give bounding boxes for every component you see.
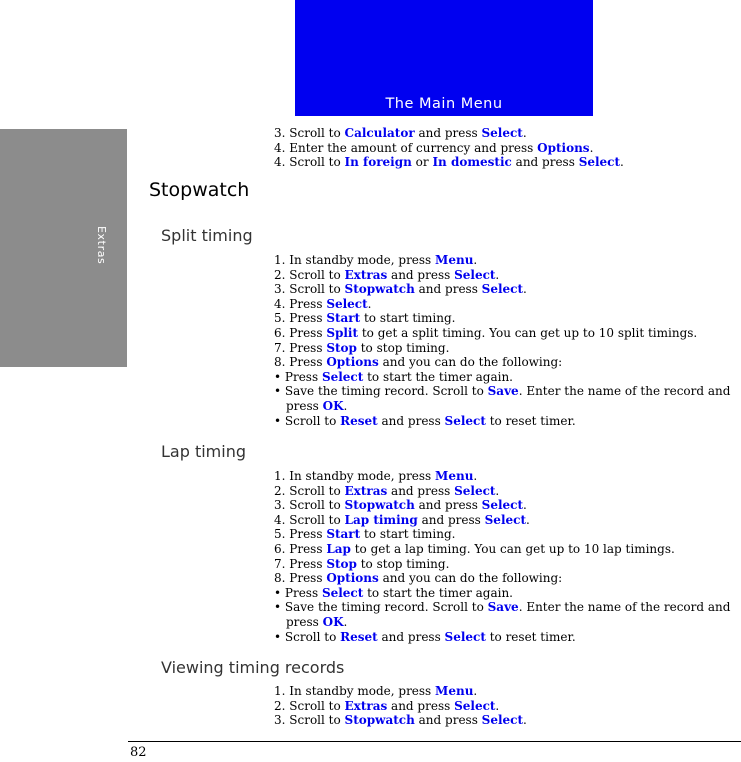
step-text: 2. Scroll to [274,483,345,498]
step-text: and press [414,282,482,297]
step-text: and you can do the following: [378,355,563,370]
menu-keyword: Options [537,140,590,155]
menu-keyword: Select [578,155,621,170]
step-text: 2. Scroll to [274,267,345,282]
menu-keyword: In foreign [344,155,412,170]
step-text: 4. Enter the amount of currency and press [274,140,538,155]
step-text: • Scroll to [274,413,341,428]
step-text: . [525,512,530,527]
step-text: . [620,155,624,170]
menu-keyword: Calculator [344,126,415,140]
step-text: . [495,698,500,713]
step-text: to stop timing. [356,340,450,355]
step-text: . [589,140,594,155]
menu-keyword: Lap [326,541,351,556]
intro-steps [274,126,734,170]
step-text: • Save the timing record. Scroll to [274,600,488,615]
menu-keyword: Lap timing [344,512,418,527]
step-text: . [523,282,527,297]
step-text: and press [417,512,485,527]
lap-timing-steps [274,469,734,644]
step-text: 8. Press [274,571,327,586]
step-text: or [411,155,433,170]
menu-keyword: Select [481,126,523,140]
step-line [274,684,734,699]
step-line [274,557,734,572]
step-line [274,384,734,399]
menu-keyword: Stop [326,556,357,571]
step-text: to start timing. [360,311,456,326]
step-line [274,713,734,728]
step-text: 3. Scroll to [274,713,345,728]
step-text: 1. In standby mode, press [274,253,436,267]
step-text: • Press [274,369,322,384]
step-text: . [473,253,478,267]
step-text: and press [414,498,482,513]
viewing-records-steps [274,684,734,728]
menu-keyword: Start [326,311,361,326]
menu-keyword: Menu [435,684,474,698]
menu-keyword: Select [321,585,364,600]
step-line [274,484,734,499]
step-text: to reset timer. [485,413,576,428]
step-text: 4. Scroll to [274,155,345,170]
heading-split-timing: Split timing [161,226,253,245]
menu-keyword: Reset [340,629,378,644]
step-line [274,527,734,542]
menu-keyword: Select [454,267,496,282]
menu-keyword: Menu [435,253,474,267]
step-line [274,615,734,630]
banner-title: The Main Menu [385,96,503,112]
heading-viewing-timing-records: Viewing timing records [161,658,345,677]
menu-keyword: OK [322,614,344,629]
step-text: 5. Press [274,311,327,326]
menu-keyword: Select [481,282,524,297]
step-text: 6. Press [274,325,327,340]
step-line [274,355,734,370]
step-text: . [473,469,478,483]
menu-keyword: Extras [344,267,388,282]
step-text: 2. Scroll to [274,698,345,713]
step-line [274,141,734,156]
step-text: 7. Press [274,556,327,571]
step-line [274,282,734,297]
menu-keyword: Select [484,512,526,527]
step-text: . Enter the name of the record and [518,384,731,399]
page-number: 82 [130,745,147,760]
menu-keyword: Extras [344,698,388,713]
menu-keyword: Save [487,384,519,399]
step-text: to start the timer again. [363,369,513,384]
menu-keyword: Start [326,527,361,542]
step-text: and press [414,126,482,140]
step-line [274,542,734,557]
step-text: . [495,267,500,282]
menu-keyword: Stopwatch [344,713,415,728]
step-line [274,600,734,615]
step-text: and press [387,483,455,498]
step-text: 4. Press [274,296,327,311]
menu-keyword: Extras [344,483,388,498]
main-menu-banner [295,0,593,116]
section-title-stopwatch: Stopwatch [149,179,250,201]
step-text: 7. Press [274,340,327,355]
menu-keyword: Menu [435,469,474,483]
menu-keyword: Options [326,571,379,586]
menu-keyword: Select [481,498,524,513]
step-line [274,630,734,645]
step-text: 4. Scroll to [274,512,345,527]
step-text: . Enter the name of the record and [518,600,731,615]
step-line [274,326,734,341]
menu-keyword: Stopwatch [344,498,415,513]
menu-keyword: Stop [326,340,357,355]
step-line [274,155,734,170]
menu-keyword: Select [454,698,496,713]
step-line [274,126,734,141]
step-line [274,586,734,601]
step-text: 1. In standby mode, press [274,684,436,698]
heading-lap-timing: Lap timing [161,442,247,461]
step-line [274,268,734,283]
step-text: press [286,398,323,413]
step-line [274,571,734,586]
step-text: 3. Scroll to [274,126,345,140]
step-text: 1. In standby mode, press [274,469,436,483]
menu-keyword: Select [444,629,486,644]
step-line [274,469,734,484]
menu-keyword: In domestic [432,155,512,170]
step-text: . [523,498,527,513]
split-timing-steps [274,253,734,428]
step-line [274,399,734,414]
menu-keyword: Select [444,413,486,428]
chapter-side-tab-label: Extras [95,226,108,265]
step-line [274,311,734,326]
menu-keyword: Stopwatch [344,282,415,297]
menu-keyword: Save [487,600,519,615]
step-line [274,414,734,429]
step-text: . [367,296,372,311]
step-text: . [343,614,348,629]
menu-keyword: Reset [340,413,378,428]
step-text: . [473,684,478,698]
step-text: to start the timer again. [363,585,513,600]
step-text: to get a lap timing. You can get up to 10 lap timings. [350,541,675,556]
step-text: and press [511,155,579,170]
step-text: 3. Scroll to [274,498,345,513]
menu-keyword: OK [322,398,344,413]
step-text: to start timing. [360,527,456,542]
menu-keyword: Select [326,296,368,311]
menu-keyword: Select [481,713,524,728]
step-text: 6. Press [274,541,327,556]
step-text: . [523,713,527,728]
menu-keyword: Options [326,355,379,370]
step-text: and press [387,267,455,282]
menu-keyword: Split [326,325,359,340]
step-text: press [286,614,323,629]
step-text: . [495,483,500,498]
step-text: and press [387,698,455,713]
step-text: 8. Press [274,355,327,370]
step-text: . [522,126,527,140]
step-line [274,498,734,513]
step-line [274,297,734,312]
step-text: and press [414,713,482,728]
step-text: and press [377,413,445,428]
step-text: 5. Press [274,527,327,542]
step-line [274,341,734,356]
footer-rule [128,741,741,742]
step-text: and press [377,629,445,644]
step-line [274,513,734,528]
step-text: and you can do the following: [378,571,563,586]
step-line [274,370,734,385]
menu-keyword: Select [454,483,496,498]
step-line [274,253,734,268]
step-text: 3. Scroll to [274,282,345,297]
step-text: to get a split timing. You can get up to 10 split timings. [358,325,698,340]
step-text: to reset timer. [485,629,576,644]
step-text: • Press [274,585,322,600]
step-text: • Scroll to [274,629,341,644]
menu-keyword: Select [321,369,364,384]
step-text: to stop timing. [356,556,450,571]
step-text: • Save the timing record. Scroll to [274,384,488,399]
step-text: . [343,398,348,413]
step-line [274,699,734,714]
